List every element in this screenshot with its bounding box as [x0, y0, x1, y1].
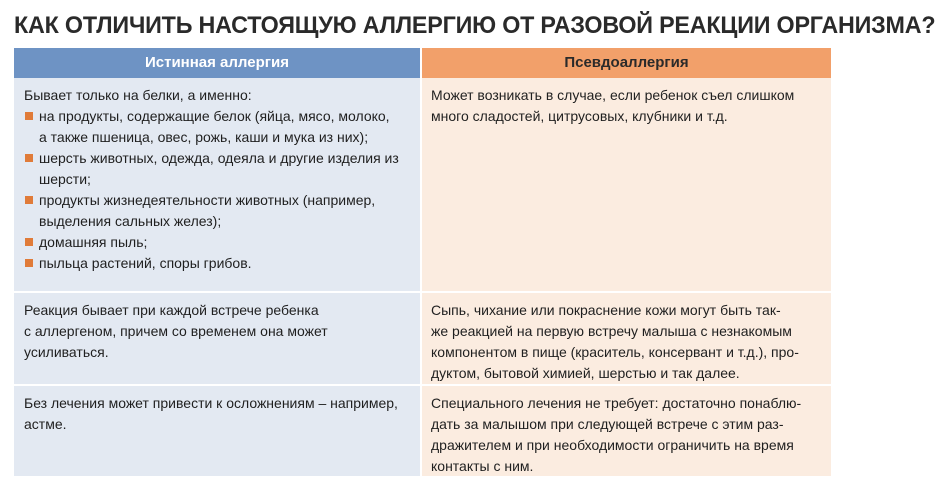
cell-line: Сыпь, чихание или покраснение кожи могут быть так-: [431, 302, 781, 318]
list-item: [24, 106, 410, 148]
cell-line: Без лечения может привести к осложнениям – например,: [24, 395, 398, 411]
square-bullet-icon: [25, 196, 33, 204]
header-true-allergy: Истинная аллергия: [14, 48, 422, 78]
list-item-line: на продукты, содержащие белок (яйца, мясо, молоко,: [39, 108, 390, 124]
cell-line: астме.: [24, 416, 67, 432]
cell-line: компонентом в пище (краситель, консервант и т.д.), про-: [431, 344, 799, 360]
comparison-table: [14, 48, 831, 476]
list-item: [24, 148, 410, 190]
cell-line: дражителем и при необходимости ограничить на время: [431, 437, 794, 453]
list-item-line: продукты жизнедеятельности животных (например,: [39, 192, 376, 208]
row1-intro: Бывает только на белки, а именно:: [24, 87, 252, 103]
row3-pseudo-allergy-cell: [422, 386, 831, 476]
cell-line: Может возникать в случае, если ребенок съел слишком: [431, 87, 795, 103]
header-pseudo-allergy: Псевдоаллергия: [422, 48, 831, 78]
list-item-line: шерсти;: [39, 171, 91, 187]
list-item: [24, 190, 410, 232]
square-bullet-icon: [25, 238, 33, 246]
cell-line: дуктом, бытовой химией, шерстью и так далее.: [431, 365, 740, 381]
list-item-line: шерсть животных, одежда, одеяла и другие изделия из: [39, 150, 399, 166]
cell-line: контакты с ним.: [431, 458, 534, 474]
row1-true-allergy-cell: [14, 78, 422, 293]
page-title: КАК ОТЛИЧИТЬ НАСТОЯЩУЮ АЛЛЕРГИЮ ОТ РАЗОВОЙ РЕАКЦИИ ОРГАНИЗМА?: [14, 12, 935, 39]
list-item: [24, 232, 410, 253]
square-bullet-icon: [25, 259, 33, 267]
row2-pseudo-allergy-cell: [422, 293, 831, 386]
square-bullet-icon: [25, 112, 33, 120]
square-bullet-icon: [25, 154, 33, 162]
allergen-list: [24, 106, 410, 274]
list-item-line: а также пшеница, овес, рожь, каши и мука из них);: [39, 129, 369, 145]
row3-true-allergy-cell: [14, 386, 422, 476]
list-item-line: выделения сальных желез);: [39, 213, 222, 229]
row2-true-allergy-cell: [14, 293, 422, 386]
cell-line: усиливаться.: [24, 344, 109, 360]
list-item-line: пыльца растений, споры грибов.: [39, 255, 252, 271]
cell-line: много сладостей, цитрусовых, клубники и т.д.: [431, 108, 728, 124]
row1-pseudo-allergy-cell: [422, 78, 831, 293]
cell-line: Специального лечения не требует: достаточно понаблю-: [431, 395, 802, 411]
cell-line: же реакцией на первую встречу малыша с незнакомым: [431, 323, 792, 339]
cell-line: Реакция бывает при каждой встрече ребенка: [24, 302, 319, 318]
cell-line: дать за малышом при следующей встрече с этим раз-: [431, 416, 784, 432]
list-item-line: домашняя пыль;: [39, 234, 148, 250]
list-item: [24, 253, 410, 274]
cell-line: с аллергеном, причем со временем она может: [24, 323, 328, 339]
